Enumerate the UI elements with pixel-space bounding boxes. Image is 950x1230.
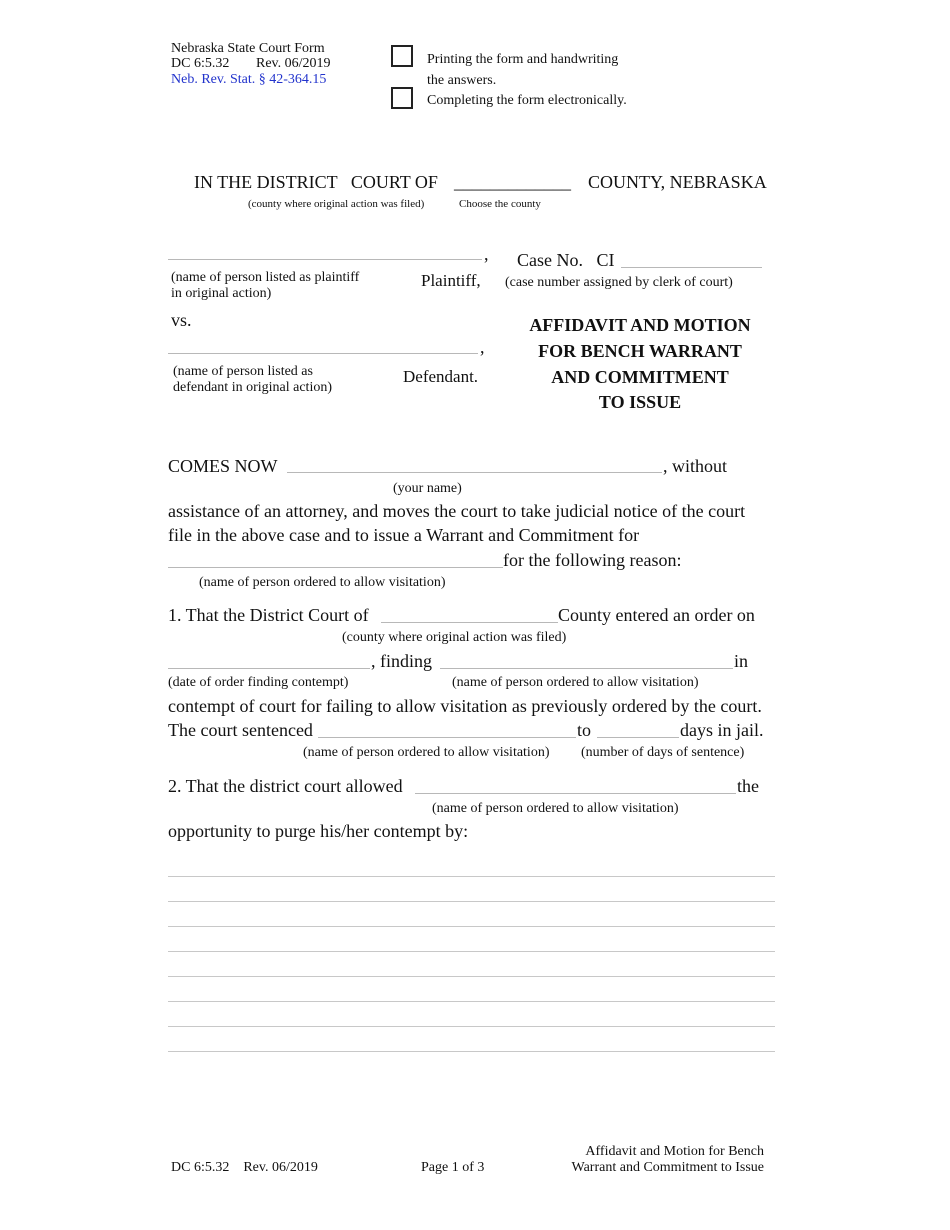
versus-label: vs.	[171, 310, 192, 330]
defendant-hint-2: defendant in original action)	[173, 380, 332, 395]
form-name: Nebraska State Court Form	[171, 41, 325, 56]
court-caption-left: IN THE DISTRICT COURT OF	[194, 172, 438, 192]
item-2-start: 2. That the district court allowed	[168, 776, 403, 796]
contempt-person-hint: (name of person ordered to allow visitation)	[452, 675, 699, 690]
document-title-line-1: AFFIDAVIT AND MOTION	[529, 315, 751, 335]
purge-answer-line-2[interactable]	[168, 901, 775, 902]
to-label: to	[577, 720, 592, 740]
statute-link[interactable]: Neb. Rev. Stat. § 42-364.15	[171, 72, 327, 87]
document-title-line-3: AND COMMITMENT	[551, 367, 729, 387]
paragraph-1-line-2: file in the above case and to issue a Warrant and Commitment for	[168, 525, 640, 545]
form-number: DC 6:5.32	[171, 56, 230, 71]
your-name-field[interactable]	[287, 472, 662, 473]
plaintiff-hint-2: in original action)	[171, 286, 272, 301]
printing-option-label-1: Printing the form and handwriting	[427, 52, 619, 67]
footer-form-number: DC 6:5.32 Rev. 06/2019	[171, 1160, 318, 1175]
plaintiff-name-field[interactable]	[168, 259, 482, 260]
order-date-field[interactable]	[168, 668, 370, 669]
defendant-comma: ,	[480, 337, 485, 357]
footer-title-line-2: Warrant and Commitment to Issue	[571, 1160, 764, 1175]
printing-option-label-2: the answers.	[427, 73, 497, 88]
for-following-reason: for the following reason:	[503, 550, 682, 570]
county-hint: (county where original action was filed)	[248, 198, 425, 210]
purge-answer-line-1[interactable]	[168, 876, 775, 877]
choose-county-hint: Choose the county	[459, 198, 541, 210]
electronic-option-label: Completing the form electronically.	[427, 93, 627, 108]
days-hint: (number of days of sentence)	[581, 745, 745, 760]
plaintiff-hint-1: (name of person listed as plaintiff	[171, 270, 360, 285]
item-1-start: 1. That the District Court of	[168, 605, 369, 625]
footer-page-number: Page 1 of 3	[421, 1160, 485, 1175]
item-1-end: County entered an order on	[558, 605, 755, 625]
purge-answer-line-6[interactable]	[168, 1001, 775, 1002]
footer-title-line-1: Affidavit and Motion for Bench	[585, 1144, 764, 1159]
case-number-hint: (case number assigned by clerk of court)	[505, 275, 733, 290]
case-number-field[interactable]	[621, 267, 762, 268]
electronic-checkbox[interactable]	[391, 87, 413, 109]
the-label: the	[737, 776, 759, 796]
order-date-hint: (date of order finding contempt)	[168, 675, 349, 690]
sentenced-label: The court sentenced	[168, 720, 313, 740]
printing-checkbox[interactable]	[391, 45, 413, 67]
item-1-county-field[interactable]	[381, 622, 558, 623]
form-revision: Rev. 06/2019	[256, 56, 331, 71]
document-title-line-4: TO ISSUE	[598, 392, 682, 412]
plaintiff-label: Plaintiff,	[421, 271, 481, 290]
your-name-hint: (your name)	[393, 481, 462, 496]
court-caption-right: COUNTY, NEBRASKA	[588, 172, 767, 192]
sentenced-person-field[interactable]	[318, 737, 576, 738]
defendant-hint-1: (name of person listed as	[173, 364, 313, 379]
purge-answer-line-5[interactable]	[168, 976, 775, 977]
without-label: , without	[663, 456, 728, 476]
paragraph-1-line-1: assistance of an attorney, and moves the court to take judicial notice of the court	[168, 501, 746, 521]
plaintiff-comma: ,	[484, 244, 489, 264]
finding-label: , finding	[371, 651, 432, 671]
in-label: in	[734, 651, 749, 671]
purge-answer-line-3[interactable]	[168, 926, 775, 927]
case-number-label: Case No. CI	[517, 250, 615, 270]
comes-now-label: COMES NOW	[168, 456, 278, 476]
defendant-name-field[interactable]	[168, 353, 478, 354]
sentenced-person-hint: (name of person ordered to allow visitation)	[303, 745, 550, 760]
contempt-person-field[interactable]	[440, 668, 733, 669]
days-in-jail-label: days in jail.	[680, 720, 764, 740]
opportunity-label: opportunity to purge his/her contempt by:	[168, 821, 469, 841]
purge-answer-line-7[interactable]	[168, 1026, 775, 1027]
purge-answer-line-4[interactable]	[168, 951, 775, 952]
warrant-person-hint: (name of person ordered to allow visitation)	[199, 575, 446, 590]
purge-answer-line-8[interactable]	[168, 1051, 775, 1052]
county-select[interactable]: _____________	[454, 172, 571, 192]
document-title-line-2: FOR BENCH WARRANT	[538, 341, 742, 361]
defendant-label: Defendant.	[403, 367, 479, 386]
contempt-line: contempt of court for failing to allow visitation as previously ordered by the court.	[168, 696, 762, 716]
warrant-person-field[interactable]	[168, 567, 503, 568]
days-field[interactable]	[597, 737, 679, 738]
allowed-person-hint: (name of person ordered to allow visitation)	[432, 801, 679, 816]
allowed-person-field[interactable]	[415, 793, 736, 794]
item-1-county-hint: (county where original action was filed)	[342, 630, 567, 645]
